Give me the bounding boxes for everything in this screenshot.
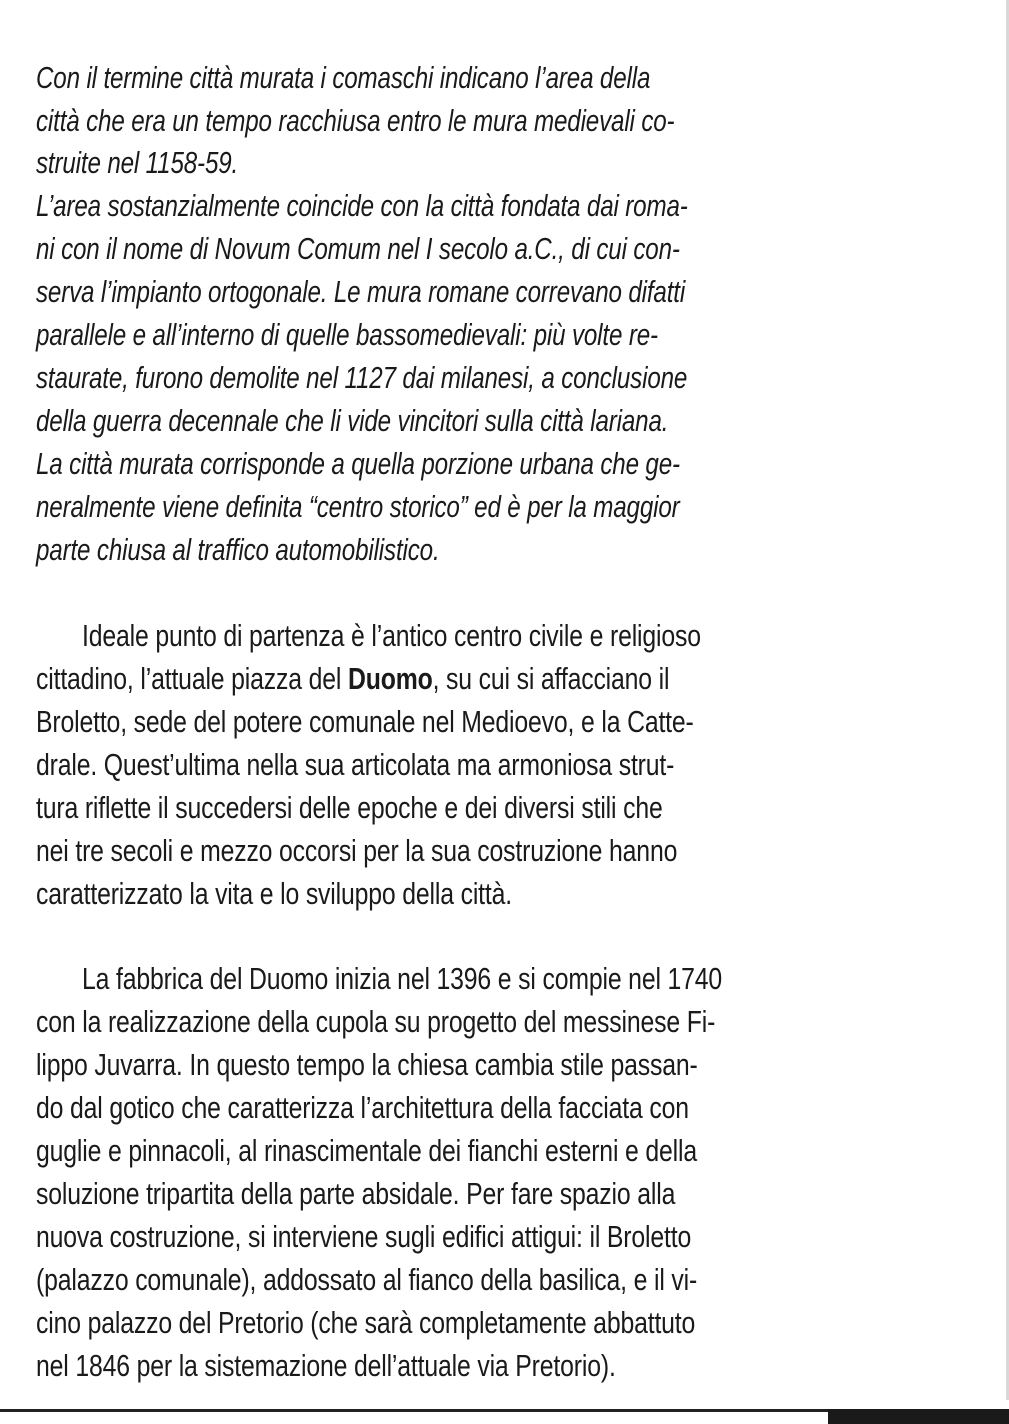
- intro-line: L’area sostanzialmente coincide con la città fondata dai roma-: [36, 188, 688, 223]
- body-line: caratterizzato la vita e lo sviluppo della città.: [36, 876, 513, 911]
- body-line: guglie e pinnacoli, al rinascimentale dei fianchi esterni e della: [36, 1133, 697, 1168]
- intro-line: neralmente viene definita “centro storico” ed è per la maggior: [36, 489, 680, 524]
- body-line: nei tre secoli e mezzo occorsi per la sua costruzione hanno: [36, 833, 678, 868]
- body-text: cittadino, l’attuale piazza del: [36, 661, 348, 696]
- intro-line: parte chiusa al traffico automobilistico.: [36, 532, 440, 567]
- intro-line: ni con il nome di Novum Comum nel I secolo a.C., di cui con-: [36, 231, 680, 266]
- body-line: drale. Quest’ultima nella sua articolata ma armoniosa strut-: [36, 747, 675, 782]
- intro-line: città che era un tempo racchiusa entro le mura medievali co-: [36, 103, 675, 138]
- intro-line: serva l’impianto ortogonale. Le mura romane correvano difatti: [36, 274, 686, 309]
- body-line: con la realizzazione della cupola su progetto del messinese Fi-: [36, 1004, 716, 1039]
- body-line: nel 1846 per la sistemazione dell’attuale via Pretorio).: [36, 1348, 616, 1383]
- duomo-keyword: Duomo: [347, 661, 433, 696]
- body-line: do dal gotico che caratterizza l’architettura della facciata con: [36, 1090, 689, 1125]
- body-line: tura riflette il succedersi delle epoche e dei diversi stili che: [36, 790, 663, 825]
- bottom-black-block: [828, 1409, 1009, 1424]
- intro-line: Con il termine città murata i comaschi indicano l’area della: [36, 60, 651, 95]
- body-line: [36, 663, 669, 694]
- body-line: Ideale punto di partenza è l’antico centro civile e religioso: [82, 618, 701, 653]
- intro-line: parallele e all’interno di quelle bassomedievali: più volte re-: [36, 317, 658, 352]
- body-line: Broletto, sede del potere comunale nel Medioevo, e la Catte-: [36, 704, 694, 739]
- intro-line: struite nel 1158-59.: [36, 145, 239, 180]
- body-line: (palazzo comunale), addossato al fianco della basilica, e il vi-: [36, 1262, 698, 1297]
- body-line: soluzione tripartita della parte absidale. Per fare spazio alla: [36, 1176, 676, 1211]
- body-text: , su cui si affacciano il: [432, 661, 670, 696]
- intro-line: della guerra decennale che li vide vincitori sulla città lariana.: [36, 403, 669, 438]
- body-line: lippo Juvarra. In questo tempo la chiesa cambia stile passan-: [36, 1047, 698, 1082]
- body-line: cino palazzo del Pretorio (che sarà completamente abbattuto: [36, 1305, 696, 1340]
- body-line: nuova costruzione, si interviene sugli edifici attigui: il Broletto: [36, 1219, 692, 1254]
- intro-line: La città murata corrisponde a quella porzione urbana che ge-: [36, 446, 680, 481]
- body-line: La fabbrica del Duomo inizia nel 1396 e si compie nel 1740: [82, 961, 723, 996]
- intro-line: staurate, furono demolite nel 1127 dai milanesi, a conclusione: [36, 360, 688, 395]
